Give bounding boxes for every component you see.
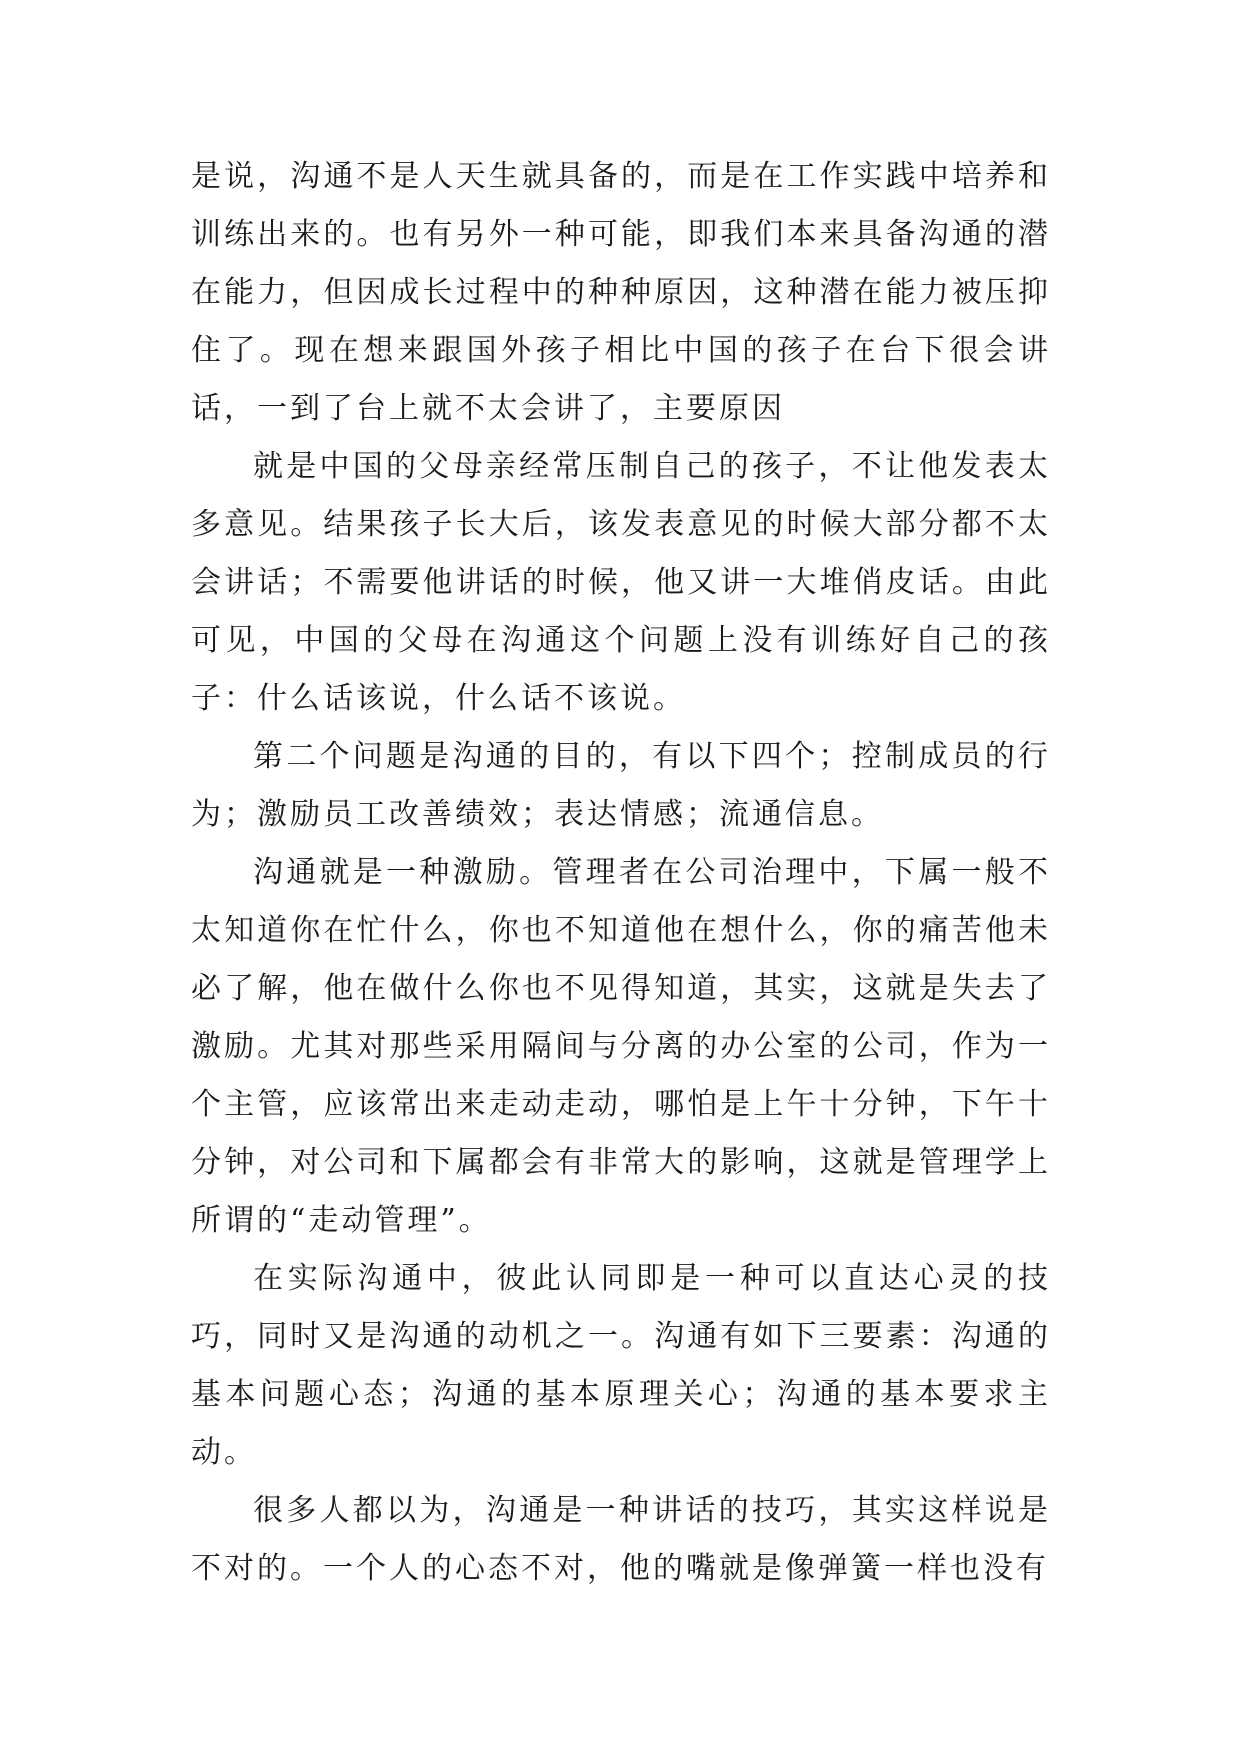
- paragraph-5: 在实际沟通中，彼此认同即是一种可以直达心灵的技巧，同时又是沟通的动机之一。沟通有如下三要素：沟通的基本问题心态；沟通的基本原理关心；沟通的基本要求主动。: [191, 1261, 1051, 1470]
- paragraph-4: 沟通就是一种激励。管理者在公司治理中，下属一般不太知道你在忙什么，你也不知道他在想什么，你的痛苦他未必了解，他在做什么你也不见得知道，其实，这就是失去了激励。尤其对那些采用隔间与分离的办公室的公司，作为一个主管，应该常出来走动走动，哪怕是上午十分钟，下午十分钟，对公司和下属都会有非常大的影响，这就是管理学上所谓的“走动管理”。: [191, 855, 1051, 1238]
- paragraph-6: 很多人都以为，沟通是一种讲话的技巧，其实这样说是不对的。一个人的心态不对，他的嘴就是像弹簧一样也没有: [191, 1493, 1051, 1586]
- paragraph-2: 就是中国的父母亲经常压制自己的孩子，不让他发表太多意见。结果孩子长大后，该发表意见的时候大部分都不太会讲话；不需要他讲话的时候，他又讲一大堆俏皮话。由此可见，中国的父母在沟通这个问题上没有训练好自己的孩子：什么话该说，什么话不该说。: [191, 449, 1051, 716]
- document-body: [191, 148, 1051, 1598]
- paragraph-3: 第二个问题是沟通的目的，有以下四个；控制成员的行为；激励员工改善绩效；表达情感；流通信息。: [191, 739, 1051, 832]
- paragraph-1: 是说，沟通不是人天生就具备的，而是在工作实践中培养和训练出来的。也有另外一种可能，即我们本来具备沟通的潜在能力，但因成长过程中的种种原因，这种潜在能力被压抑住了。现在想来跟国外孩子相比中国的孩子在台下很会讲话，一到了台上就不太会讲了，主要原因: [191, 159, 1051, 426]
